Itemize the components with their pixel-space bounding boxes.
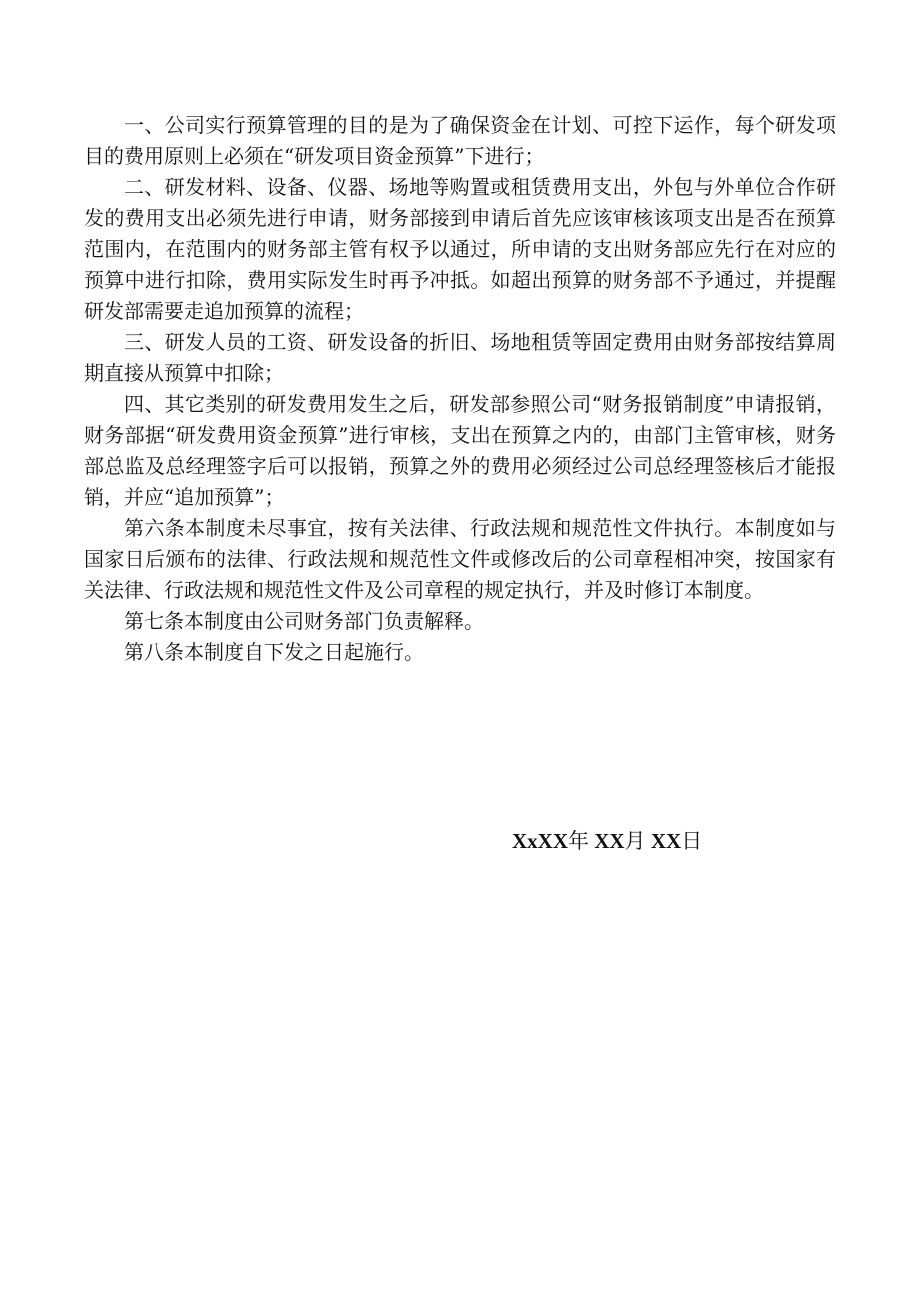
paragraph-article-eight: 第八条本制度自下发之日起施行。 (124, 640, 424, 664)
paragraph-procurement-application: 二、研发材料、设备、仪器、场地等购置或租赁费用支出，外包与外单位合作研发的费用支出必须先进行申请，财务部接到申请后首先应该审核该项支出是否在预算范围内，在范围内的财务部主管有权予以通过，所申请的支出财务部应先行在对应的预算中进行扣除，费用实际发生时再予冲抵。如超出预算的财务部不予通过，并提醒研发部需要走追加预算的流程； (84, 175, 836, 323)
date-year-unit: 年 (568, 829, 589, 853)
signature-date (512, 826, 702, 856)
date-year: XxXX (512, 829, 568, 853)
date-day-unit: 日 (681, 829, 703, 853)
paragraph-fixed-costs: 三、研发人员的工资、研发设备的折旧、场地租赁等固定费用由财务部按结算周期直接从预算中扣除； (84, 330, 836, 385)
paragraph-article-six: 第六条本制度未尽事宜，按有关法律、行政法规和规范性文件执行。本制度如与国家日后颁布的法律、行政法规和规范性文件或修改后的公司章程相冲突，按国家有关法律、行政法规和规范性文件及公司章程的规定执行，并及时修订本制度。 (84, 516, 836, 602)
date-month-unit: 月 (624, 829, 646, 853)
paragraph-article-seven: 第七条本制度由公司财务部门负责解释。 (124, 609, 484, 633)
paragraph-reimbursement: 四、其它类别的研发费用发生之后，研发部参照公司“财务报销制度”申请报销，财务部据“研发费用资金预算”进行审核，支出在预算之内的，由部门主管审核，财务部总监及总经理签字后可以报销，预算之外的费用必须经过公司总经理签核后才能报销，并应“追加预算”； (84, 392, 836, 509)
date-day: XX (650, 829, 682, 853)
document-body (84, 110, 836, 668)
paragraph-budget-purpose: 一、公司实行预算管理的目的是为了确保资金在计划、可控下运作，每个研发项目的费用原则上必须在“研发项目资金预算”下进行； (84, 113, 836, 168)
date-month: XX (594, 829, 625, 853)
